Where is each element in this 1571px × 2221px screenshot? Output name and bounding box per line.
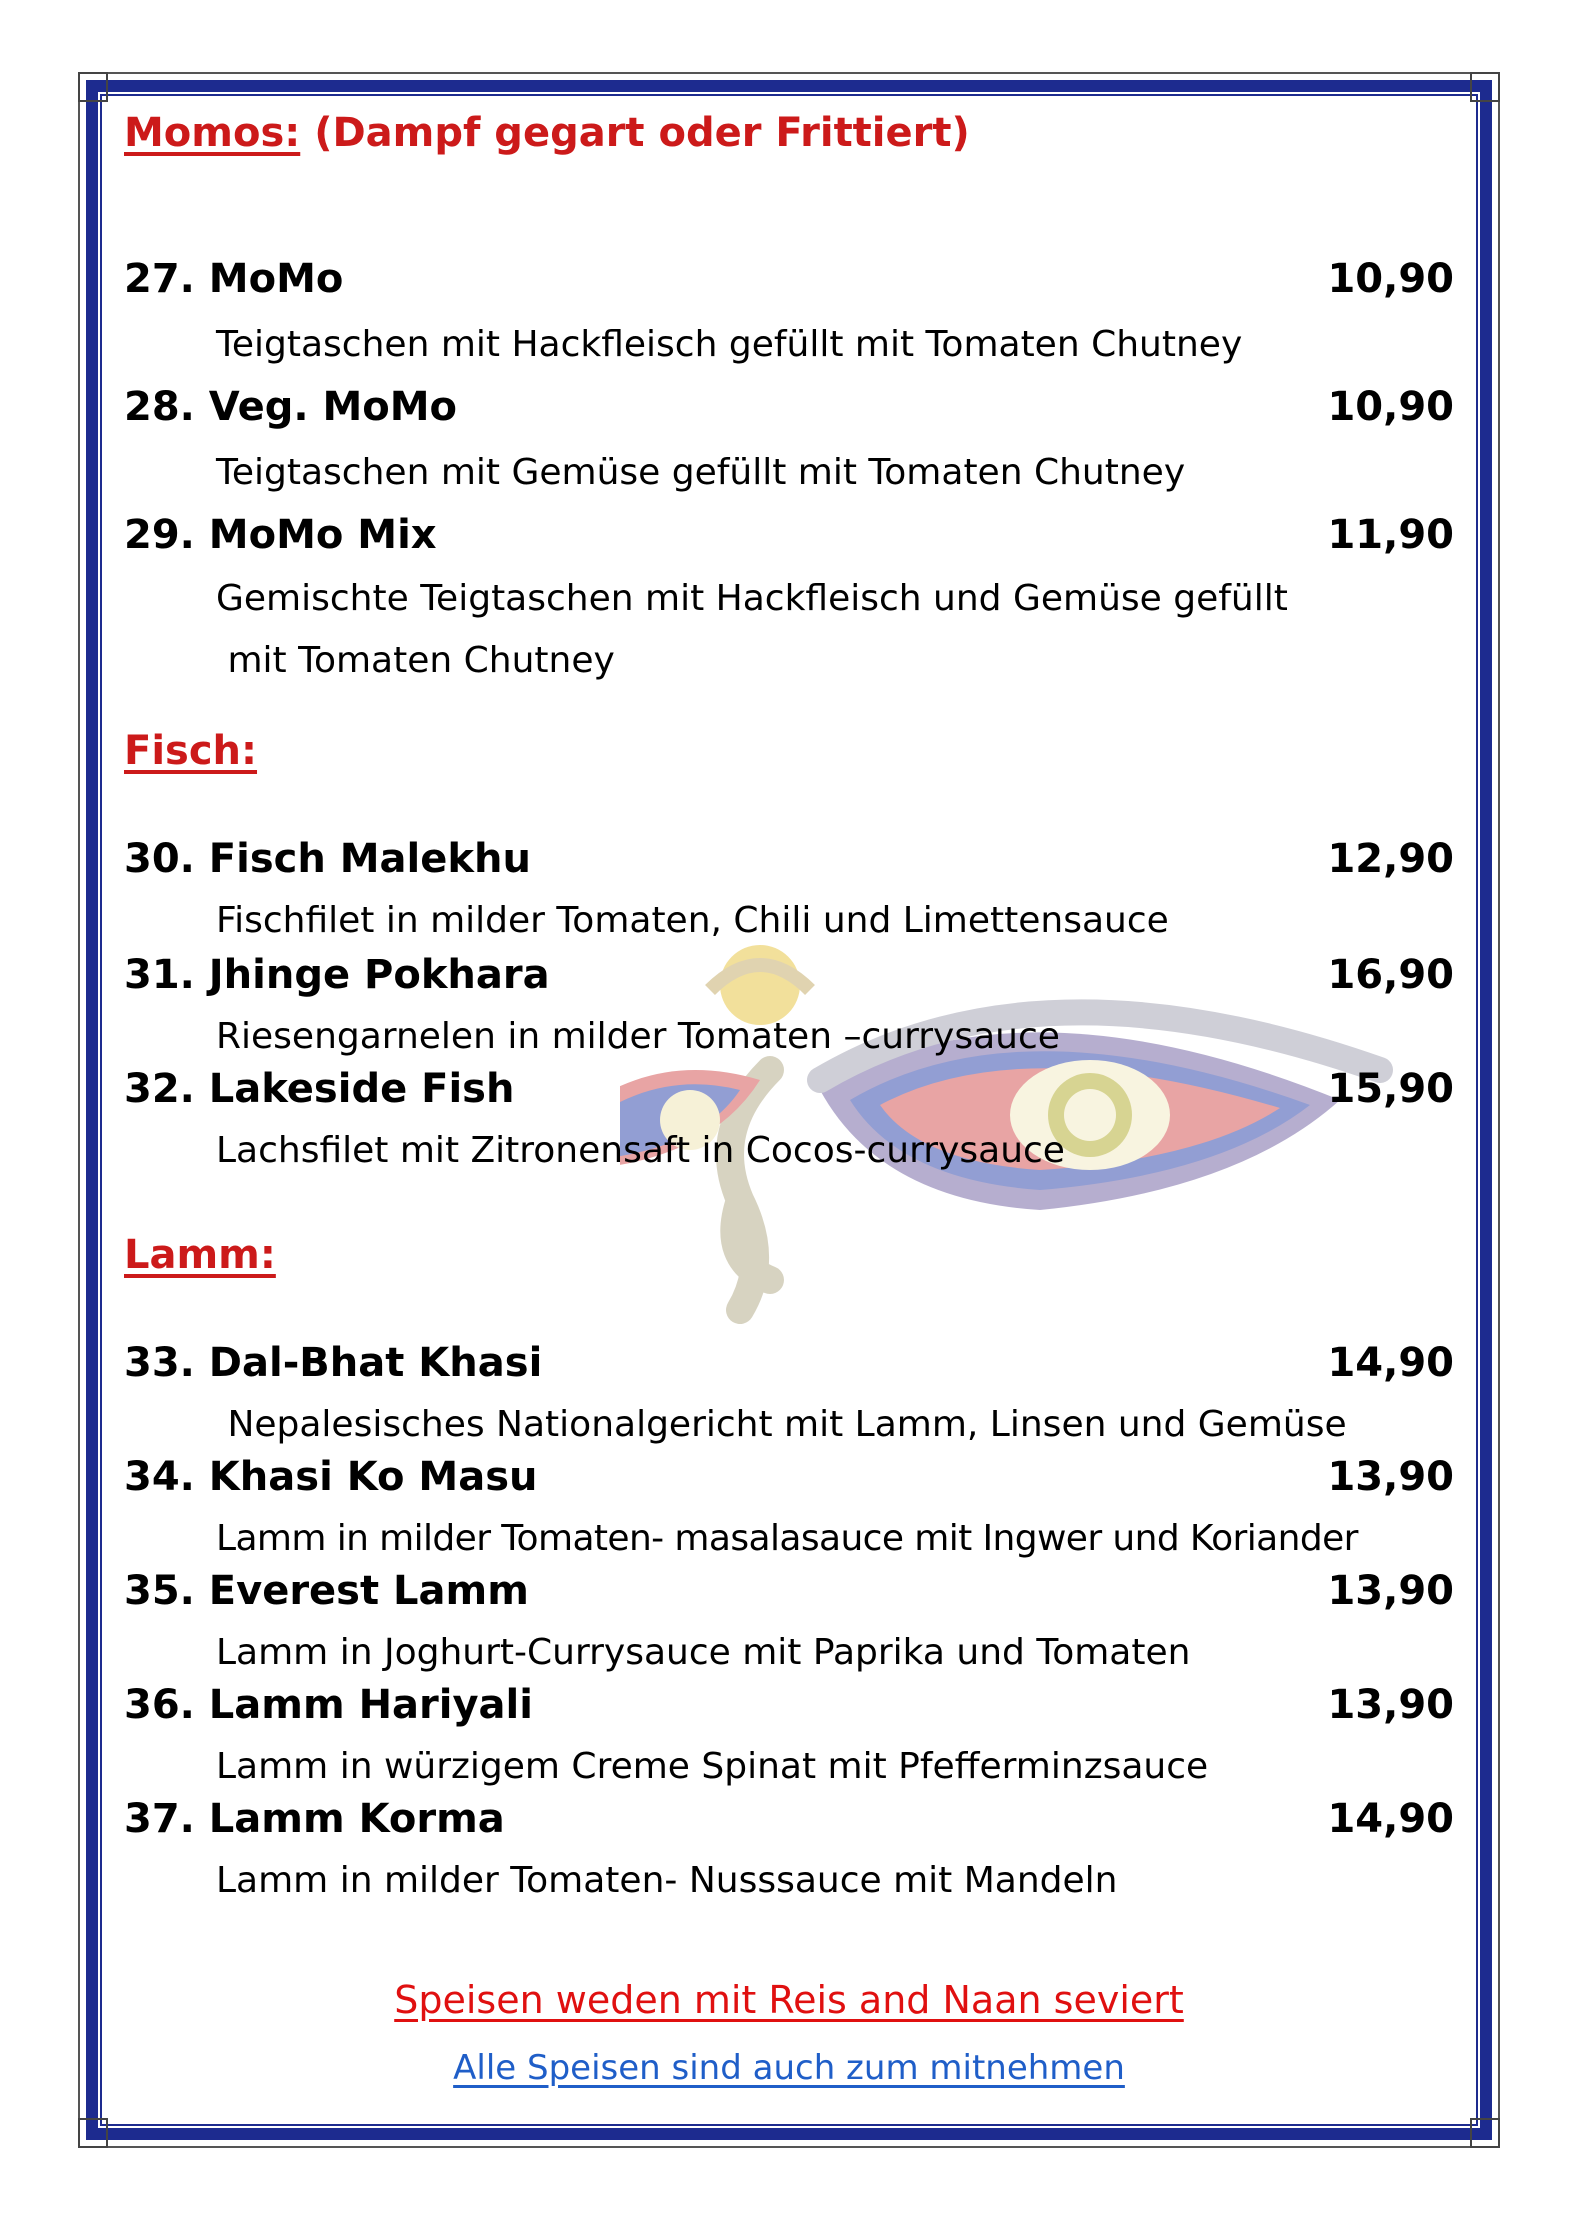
item-price: 13,90 — [1327, 1682, 1454, 1728]
menu-item-37 — [124, 1796, 1454, 1842]
item-description: Gemischte Teigtaschen mit Hackfleisch und Gemüse gefüllt — [216, 578, 1288, 619]
section-title-momos — [124, 110, 970, 156]
item-price: 11,90 — [1327, 512, 1454, 558]
menu-item-35 — [124, 1568, 1454, 1614]
section-title-text: Fisch: — [124, 728, 258, 774]
item-description: Teigtaschen mit Hackfleisch gefüllt mit Tomaten Chutney — [216, 324, 1243, 365]
item-price: 10,90 — [1327, 384, 1454, 430]
section-title-fisch — [124, 728, 257, 774]
item-number: 31. — [124, 952, 195, 998]
item-name: Fisch Malekhu — [208, 836, 531, 882]
item-price: 13,90 — [1327, 1454, 1454, 1500]
item-description: Lamm in Joghurt-Currysauce mit Paprika und Tomaten — [216, 1632, 1191, 1673]
item-description: Lamm in milder Tomaten- masalasauce mit Ingwer und Koriander — [216, 1518, 1358, 1559]
frame-corner-bottom-left — [78, 2118, 108, 2148]
item-name: Lamm Hariyali — [208, 1682, 533, 1728]
item-price: 15,90 — [1327, 1066, 1454, 1112]
item-name: Veg. MoMo — [208, 384, 458, 430]
item-number: 27. — [124, 256, 195, 302]
section-subtitle: (Dampf gegart oder Frittiert) — [314, 110, 970, 156]
item-number: 36. — [124, 1682, 195, 1728]
item-description-continued: mit Tomaten Chutney — [216, 640, 615, 681]
item-number: 35. — [124, 1568, 195, 1614]
menu-item-32 — [124, 1066, 1454, 1112]
menu-item-31 — [124, 952, 1454, 998]
item-number: 32. — [124, 1066, 195, 1112]
item-name: Khasi Ko Masu — [208, 1454, 538, 1500]
item-name: Everest Lamm — [208, 1568, 529, 1614]
item-number: 33. — [124, 1340, 195, 1386]
item-description: Lamm in milder Tomaten- Nusssauce mit Mandeln — [216, 1860, 1118, 1901]
item-name: MoMo — [208, 256, 344, 302]
menu-item-29 — [124, 512, 1454, 558]
menu-item-30 — [124, 836, 1454, 882]
frame-corner-top-left — [78, 72, 108, 102]
item-description: Nepalesisches Nationalgericht mit Lamm, Linsen und Gemüse — [216, 1404, 1347, 1445]
item-price: 14,90 — [1327, 1340, 1454, 1386]
menu-item-28 — [124, 384, 1454, 430]
section-title-text: Momos: — [124, 110, 301, 156]
item-number: 28. — [124, 384, 195, 430]
item-description: Fischfilet in milder Tomaten, Chili und Limettensauce — [216, 900, 1169, 941]
item-name: Lakeside Fish — [208, 1066, 515, 1112]
item-name: MoMo Mix — [208, 512, 437, 558]
item-description: Lamm in würzigem Creme Spinat mit Pfefferminzsauce — [216, 1746, 1209, 1787]
item-number: 30. — [124, 836, 195, 882]
frame-corner-top-right — [1470, 72, 1500, 102]
section-title-lamm — [124, 1232, 276, 1278]
item-name: Dal-Bhat Khasi — [208, 1340, 543, 1386]
menu-item-36 — [124, 1682, 1454, 1728]
item-price: 16,90 — [1327, 952, 1454, 998]
item-price: 14,90 — [1327, 1796, 1454, 1842]
menu-item-33 — [124, 1340, 1454, 1386]
menu-item-27 — [124, 256, 1454, 302]
item-price: 13,90 — [1327, 1568, 1454, 1614]
item-description: Teigtaschen mit Gemüse gefüllt mit Tomaten Chutney — [216, 452, 1186, 493]
item-name: Lamm Korma — [208, 1796, 505, 1842]
item-number: 37. — [124, 1796, 195, 1842]
footer-note-rice-naan: Speisen weden mit Reis and Naan seviert — [394, 1978, 1184, 2022]
item-price: 10,90 — [1327, 256, 1454, 302]
item-number: 34. — [124, 1454, 195, 1500]
footer-note-takeaway[interactable]: Alle Speisen sind auch zum mitnehmen — [453, 2048, 1125, 2088]
menu-item-34 — [124, 1454, 1454, 1500]
section-title-text: Lamm: — [124, 1232, 276, 1278]
item-number: 29. — [124, 512, 195, 558]
frame-corner-bottom-right — [1470, 2118, 1500, 2148]
item-description: Lachsfilet mit Zitronensaft in Cocos-currysauce — [216, 1130, 1065, 1171]
item-price: 12,90 — [1327, 836, 1454, 882]
item-name: Jhinge Pokhara — [208, 952, 550, 998]
item-description: Riesengarnelen in milder Tomaten –currysauce — [216, 1016, 1060, 1057]
